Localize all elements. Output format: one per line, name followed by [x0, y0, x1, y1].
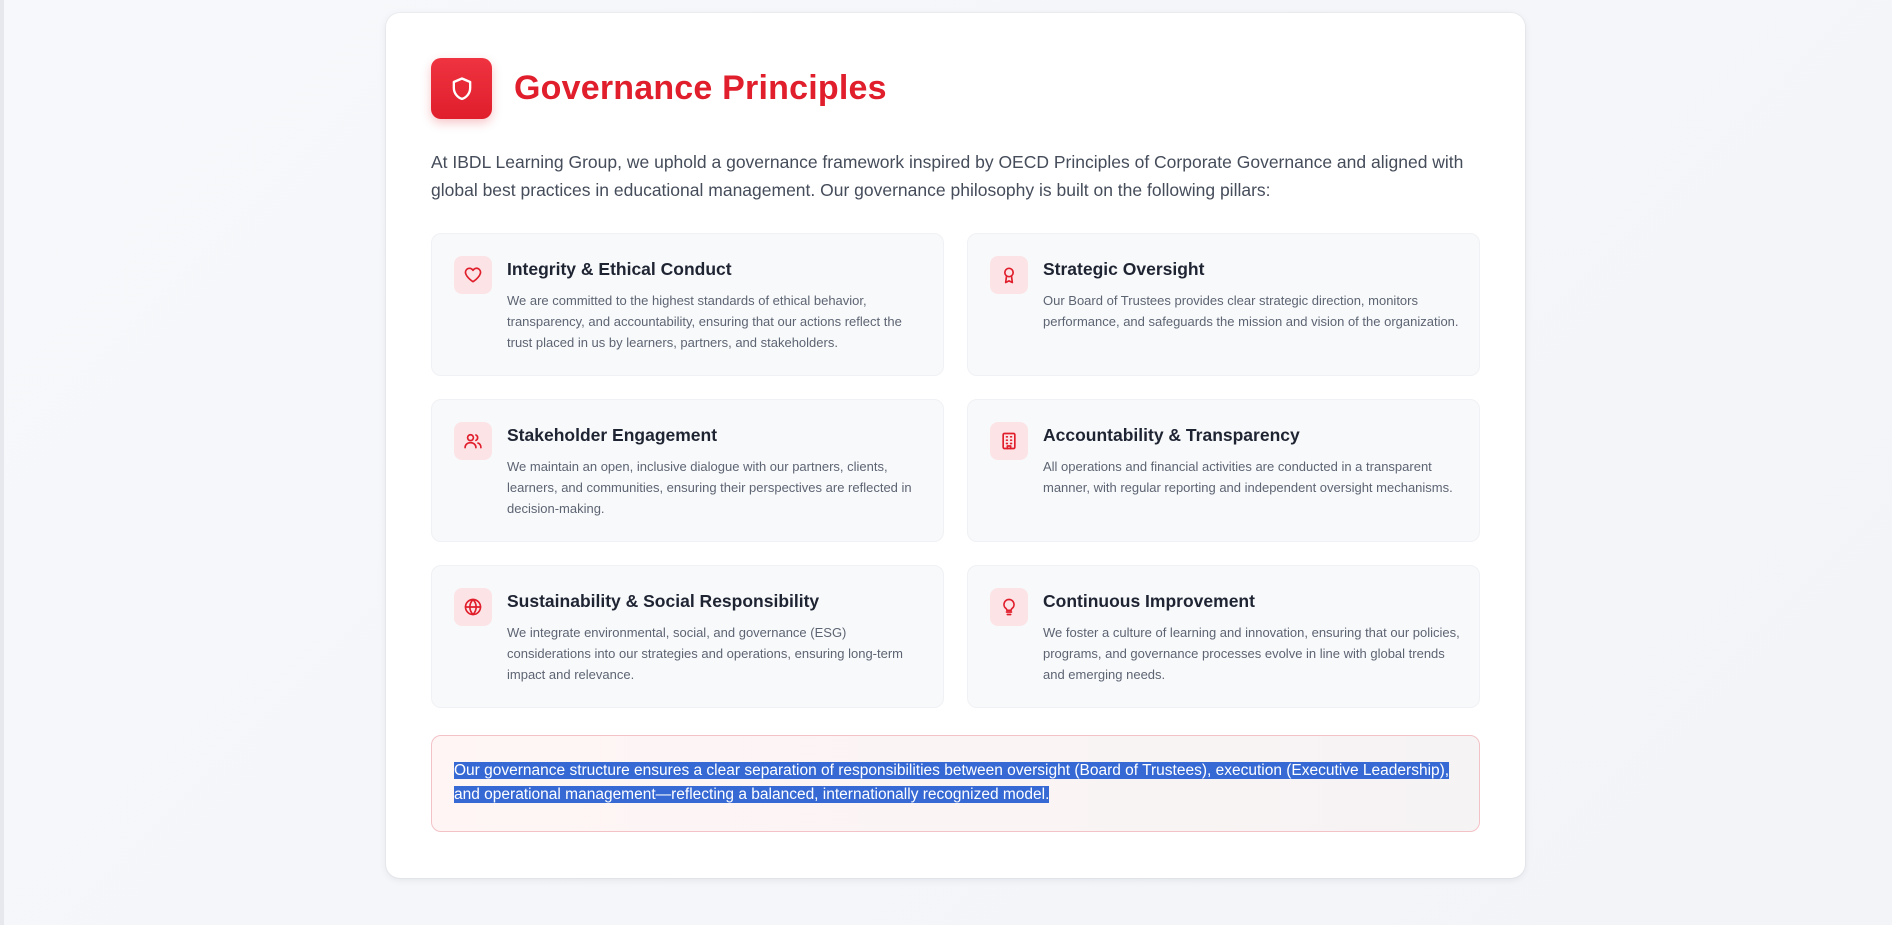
pillar-description: We foster a culture of learning and innovation, ensuring that our policies, programs, and governance processes evolve in line with global trends and emerging needs. [1043, 625, 1460, 682]
pillars-grid [431, 233, 1480, 708]
selected-text[interactable]: Our governance structure ensures a clear separation of responsibilities between oversight (Board of Trustees), execution (Executive Leadership), and operational management—reflecting a balanced, internationally recognized model. [454, 762, 1450, 803]
intro-paragraph: At IBDL Learning Group, we uphold a governance framework inspired by OECD Principles of Corporate Governance and aligned with global best practices in educational management. Our governance philosophy is built on the following pillars: [431, 152, 1464, 200]
governance-card [386, 13, 1525, 878]
pillar-title: Strategic Oversight [1043, 259, 1205, 279]
award-icon [990, 256, 1028, 294]
pillar-description: We integrate environmental, social, and governance (ESG) considerations into our strategies and operations, ensuring long-term impact and relevance. [507, 625, 904, 682]
pillar-card [967, 233, 1480, 376]
shield-icon [431, 58, 492, 119]
pillar-card [431, 233, 944, 376]
lightbulb-icon [990, 588, 1028, 626]
pillar-title: Integrity & Ethical Conduct [507, 259, 732, 279]
note-text[interactable] [454, 759, 1457, 807]
pillar-title: Continuous Improvement [1043, 591, 1255, 611]
pillar-card [967, 399, 1480, 542]
governance-note [431, 735, 1480, 832]
pillar-card [967, 565, 1480, 708]
pillar-title: Stakeholder Engagement [507, 425, 718, 445]
globe-icon [454, 588, 492, 626]
page-title: Governance Principles [514, 69, 887, 107]
pillar-description: We are committed to the highest standards of ethical behavior, transparency, and accountability, ensuring that our actions reflect the trust placed in us by learners, partners, and stakeholders. [507, 293, 902, 350]
pillar-description: Our Board of Trustees provides clear strategic direction, monitors performance, and safeguards the mission and vision of the organization. [1043, 293, 1459, 329]
pillar-description: We maintain an open, inclusive dialogue with our partners, clients, learners, and communities, ensuring their perspectives are reflected in decision-making. [507, 459, 912, 516]
pillar-title: Accountability & Transparency [1043, 425, 1300, 445]
building-icon [990, 422, 1028, 460]
pillar-title: Sustainability & Social Responsibility [507, 591, 820, 611]
pillar-card [431, 399, 944, 542]
section-header [431, 58, 887, 119]
heart-icon [454, 256, 492, 294]
pillar-description: All operations and financial activities are conducted in a transparent manner, with regular reporting and independent oversight mechanisms. [1043, 459, 1453, 495]
pillar-card [431, 565, 944, 708]
users-icon [454, 422, 492, 460]
